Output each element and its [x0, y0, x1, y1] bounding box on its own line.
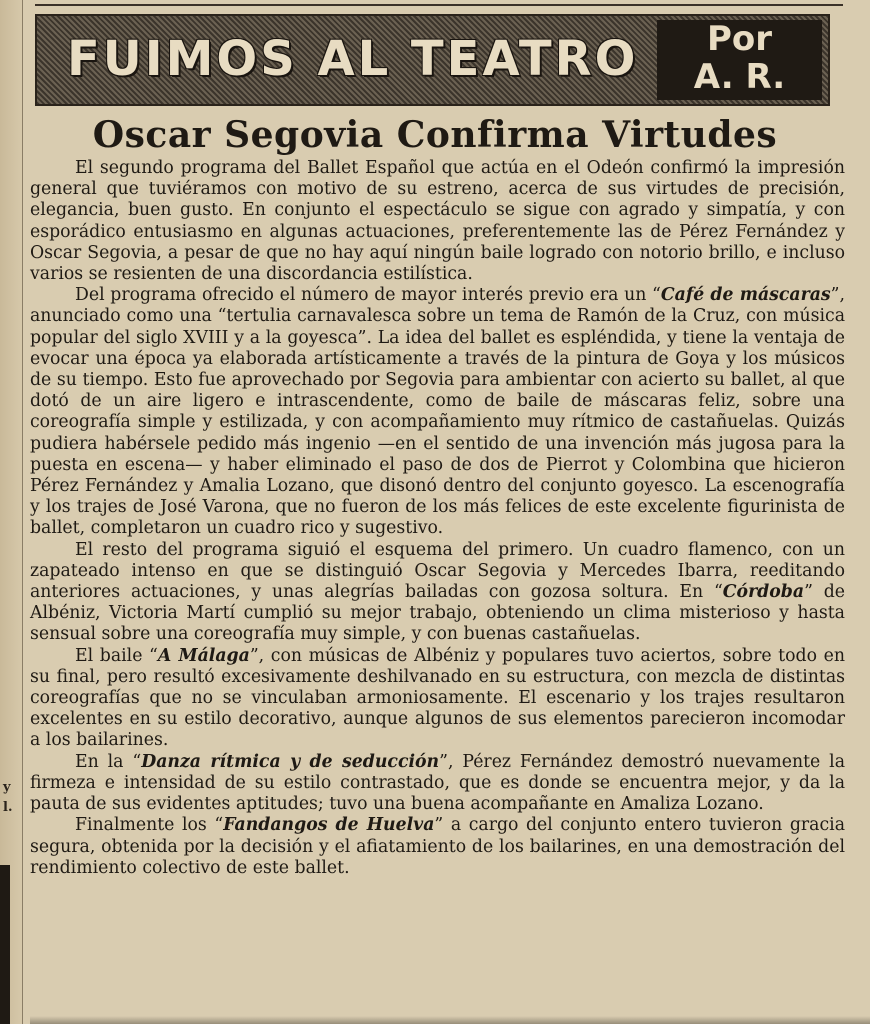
bottom-edge: [30, 1016, 870, 1024]
top-rule: [35, 4, 843, 6]
byline-initials: A. R.: [693, 57, 786, 97]
work-title-danza: Danza rítmica y de seducción: [141, 751, 440, 772]
work-title-malaga: A Málaga: [157, 645, 250, 666]
paragraph-6: Finalmente los “Fandangos de Huelva” a cargo del conjunto entero tuvieron gracia segura, obtenida por la decisión y el afiatamiento de los bailarines, en una demostración del rendimiento colectivo de este ballet.: [30, 815, 845, 878]
byline-box: [657, 20, 822, 100]
work-title-cafe: Café de máscaras: [660, 285, 831, 306]
margin-fragment: y: [3, 780, 11, 795]
work-title-cordoba: Córdoba: [722, 582, 805, 603]
paragraph-2: Del programa ofrecido el número de mayor interés previo era un “Café de máscaras”, anunciado como una “tertulia carnavalesca sobre un tema de Ramón de la Cruz, con música popular del siglo XVIII y a la goyesca”. La idea del ballet es espléndida, y tiene la ventaja de evocar una época ya elaborada artísticamente a través de la pintura de Goya y los músicos de su tiempo. Esto fue aprovechado por Segovia para ambientar con acierto su ballet, al que dotó de un aire ligero e intrascendente, como de baile de máscaras feliz, sobre una coreografía simple y estilizada, y con acompañamiento muy rítmico de castañuelas. Quizás pudiera habérsele pedido más ingenio —en el sentido de una invención más jugosa para la puesta en escena— y haber eliminado el paso de dos de Pierrot y Colombina que hicieron Pérez Fernández y Amalia Lozano, que disonó dentro del conjunto goyesco. La escenografía y los trajes de José Varona, que no fueron de los más felices de este excelente figurinista de ballet, completaron un cuadro rico y sugestivo.: [30, 285, 845, 539]
paragraph-3: El resto del programa siguió el esquema del primero. Un cuadro flamenco, con un zapateado intenso en que se distinguió Oscar Segovia y Mercedes Ibarra, reeditando anteriores actuaciones, y unas alegrías bailadas con gozosa soltura. En “Córdoba” de Albéniz, Victoria Martí cumplió su mejor trabajo, obteniendo un clima misterioso y hasta sensual sobre una coreografía muy simple, y con buenas castañuelas.: [30, 539, 845, 645]
left-column-rule: [0, 865, 10, 1024]
work-title-fandangos: Fandangos de Huelva: [223, 815, 435, 836]
paragraph-1: El segundo programa del Ballet Español que actúa en el Odeón confirmó la impresión general que tuviéramos con motivo de su estreno, acerca de sus virtudes de precisión, elegancia, buen gusto. En conjunto el espectáculo se sigue con agrado y simpatía, y con esporádico entusiasmo en algunas actuaciones, preferentemente las de Pérez Fernández y Oscar Segovia, a pesar de que no hay aquí ningún baile logrado con notorio brillo, e incluso varios se resienten de una discordancia estilística.: [30, 158, 845, 285]
margin-fragment: l.: [3, 800, 13, 815]
paragraph-4: El baile “A Málaga”, con músicas de Albéniz y populares tuvo aciertos, sobre todo en su final, pero resultó excesivamente deshilvanado en su estructura, con mezcla de distintas coreografías que no se vinculaban armoniosamente. El escenario y los trajes resultaron excelentes en su estilo decorativo, aunque algunos de sus elementos parecieron incomodar a los bailarines.: [30, 645, 845, 751]
section-title: FUIMOS AL TEATRO: [67, 31, 639, 87]
article-body: [30, 158, 845, 879]
paragraph-5: En la “Danza rítmica y de seducción”, Pérez Fernández demostró nuevamente la firmeza e intensidad de su estilo contrastado, que es donde se encuentra mejor, y da la pauta de sus evidentes aptitudes; tuvo una buena acompañante en Amaliza Lozano.: [30, 751, 845, 815]
section-banner: [35, 14, 830, 106]
byline-por: Por: [706, 19, 773, 59]
headline: Oscar Segovia Confirma Virtudes: [92, 114, 778, 156]
